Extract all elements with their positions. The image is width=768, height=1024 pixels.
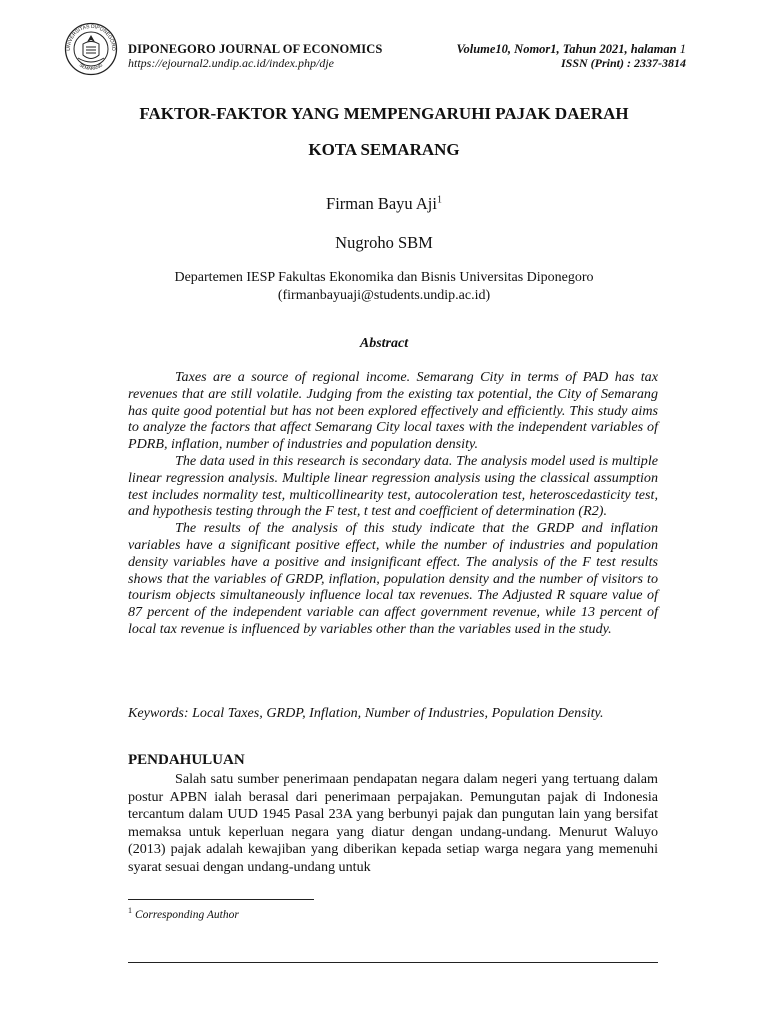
abstract-body [128,369,658,638]
svg-text:SEMARANG [79,62,104,71]
keywords: Keywords: Local Taxes, GRDP, Inflation, Number of Industries, Population Density. [128,705,604,721]
abstract-paragraph-1: Taxes are a source of regional income. Semarang City in terms of PAD has tax revenues that are still volatile. Judging from the existing tax potential, the City of Semarang has quite good potential but has not been explored effectively and efficiently. This study aims to analyze the factors that affect Semarang City local taxes with the independent variables of PDRB, inflation, number of industries and population density. [128,369,658,453]
affiliation-email: (firmanbayuaji@students.undip.ac.id) [277,288,491,303]
author-1-footnote-mark: 1 [436,194,442,206]
section-paragraph: Salah satu sumber penerimaan pendapatan negara dalam negeri yang tertuang dalam postur APBN ialah berasal dari penerimaan perpajakan. Pemungutan pajak di Indonesia tercantum dalam UUD 1945 Pasal 23A yang berbunyi pajak dan pungutan lain yang bersifat memaksa untuk keperluan negara yang diatur dengan undang-undang. Menurut Waluyo (2013) pajak adalah kewajiban yang diberikan kepada setiap warga negara yang memenuhi syarat sesuai dengan undang-undang untuk [128,771,658,875]
footnote-divider [128,899,314,900]
author-1 [110,194,658,214]
page-bottom-divider [128,962,658,963]
affiliation-department: Departemen IESP Fakultas Ekonomika dan Bisnis Universitas Diponegoro [174,270,594,285]
author-2 [110,233,658,253]
page-number: 1 [679,42,686,56]
section-heading: PENDAHULUAN [128,752,245,768]
footnote-mark: 1 [128,906,132,915]
abstract-heading: Abstract [359,336,409,351]
abstract-paragraph-2: The data used in this research is secondary data. The analysis model used is multiple linear regression analysis. Multiple linear regression analysis using the classical assumption test includes normality test, multicollinearity test, autocoleration test, heteroscedasticity test, and hypothesis testing through the F test, t test and coefficient of determination (R2). [128,452,658,520]
affiliation [110,269,658,305]
logo-text-top: UNIVERSITAS DIPONEGORO [65,23,117,51]
volume-info [457,42,686,57]
volume-info-text: Volume10, Nomor1, Tahun 2021, halaman [456,42,677,56]
author-1-name: Firman Bayu Aji [326,194,437,213]
footnote [128,906,239,921]
issn: ISSN (Print) : 2337-3814 [560,56,686,70]
journal-url-text[interactable]: https://ejournal2.undip.ac.id/index.php/dje [128,56,334,70]
paper-title-line-2: KOTA SEMARANG [308,140,460,159]
logo-text-bottom: SEMARANG [78,62,104,72]
footnote-text: Corresponding Author [135,908,239,921]
journal-name: DIPONEGORO JOURNAL OF ECONOMICS [128,42,383,56]
journal-url[interactable] [128,56,334,71]
paper-title-line-1: FAKTOR-FAKTOR YANG MEMPENGARUHI PAJAK DAERAH [139,104,629,123]
abstract-paragraph-3: The results of the analysis of this study indicate that the GRDP and inflation variables have a significant positive effect, while the number of industries and population density variables have a positive and insignificant effect. The analysis of the F test results shows that the variables of GRDP, inflation, population density and the number of visitors to tourism objects simultaneously influence local tax revenues. The Adjusted R square value of 87 percent of the independent variable can affect government revenue, while 13 percent of local tax revenue is influenced by variables other than the variables used in the study. [128,520,658,637]
author-2-name: Nugroho SBM [335,233,433,252]
university-seal-icon [64,22,118,76]
section-body [128,771,658,877]
